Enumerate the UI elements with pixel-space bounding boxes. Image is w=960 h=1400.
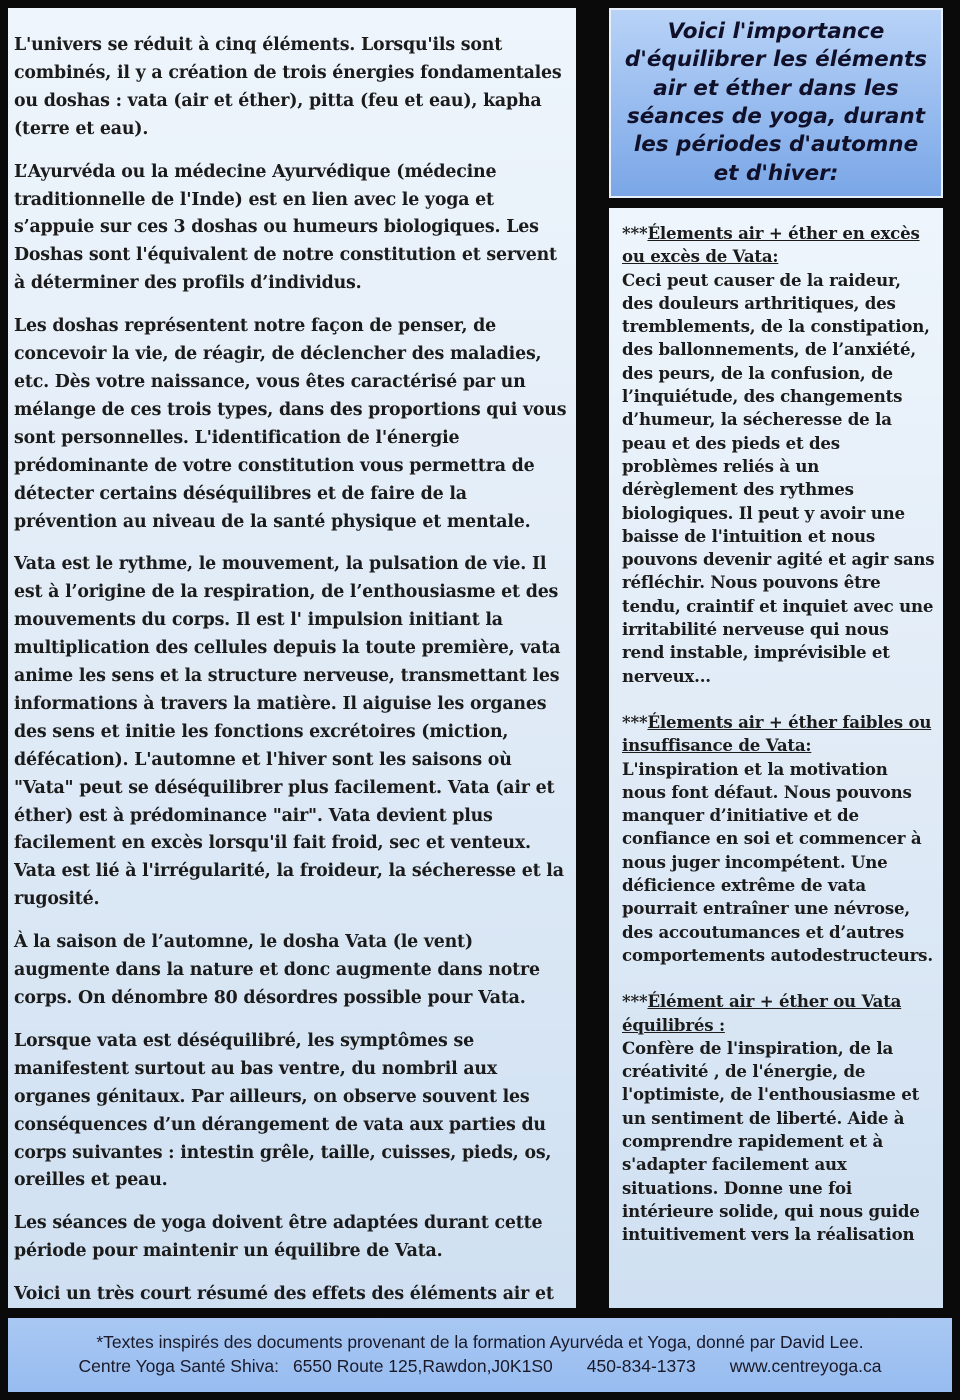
section-excess (622, 222, 935, 688)
paragraph-ayurveda: L’Ayurvéda ou la médecine Ayurvédique (médecine traditionnelle de l'Inde) est en lien avec le yoga et s’appuie sur ces 3 doshas ou humeurs biologiques. Les Doshas sont l'équivalent de notre constitution et servent à déterminer des profils d’individus. (14, 161, 557, 294)
section-body: Confère de l'inspiration, de la créativité , de l'énergie, de l'optimiste, de l'enthousiasme et un sentiment de liberté. Aide à comprendre rapidement et à s'adapter facilement aux situations. Donne une foi intérieure solide, qui nous guide intuitivement vers la réalisation (622, 1037, 920, 1245)
section-prefix: *** (622, 711, 648, 732)
footer-credit: *Textes inspirés des documents provenant de la formation Ayurvéda et Yoga, donné par David Lee. (96, 1332, 864, 1352)
section-title: Élément air + éther ou Vata équilibrés : (622, 991, 902, 1035)
section-body: Ceci peut causer de la raideur, des douleurs arthritiques, des tremblements, de la constipation, des ballonnements, de l’anxiété, des peurs, de la confusion, de l’inquiétude, des changements d’humeur, la sécheresse de la peau et des pieds et des problèmes reliés à un dérèglement des rythmes biologiques. Il peut y avoir une baisse de l'intuition et nous pouvons devenir agité et agir sans réfléchir. Nous pouvons être tendu, craintif et inquiet avec une irritabilité nerveuse qui nous rend instable, imprévisible et nerveux... (622, 269, 935, 686)
paragraph-doshas: Les doshas représentent notre façon de penser, de concevoir la vie, de réagir, de déclencher des maladies, etc. Dès votre naissance, vous êtes caractérisé par un mélange de ces trois types, dans des proportions qui vous sont personnelles. L'identification de l'énergie prédominante de votre constitution vous permettra de détecter certains déséquilibres et de faire de la prévention au niveau de la santé physique et mentale. (14, 316, 567, 532)
left-text-column (8, 8, 576, 1308)
paragraph-vata: Vata est le rythme, le mouvement, la pulsation de vie. Il est à l’origine de la respiration, de l’enthousiasme et des mouvements du corps. Il est l' impulsion initiant la multiplication des cellules depuis la toute première, vata anime les sens et la structure nerveuse, transmettant les informations à travers la matière. Il aiguise les organes des sens et initie les fonctions excrétoires (miction, défécation). L'automne et l'hiver sont les saisons où "Vata" peut se déséquilibrer plus facilement. Vata (air et éther) est à prédominance "air". Vata devient plus facilement en excès lorsqu'il fait froid, sec et venteux. Vata est lié à l'irrégularité, la froideur, la sécheresse et la rugosité. (14, 554, 564, 910)
footer-website-link[interactable]: www.centreyoga.ca (729, 1356, 882, 1376)
footer-contact (8, 1354, 952, 1378)
paragraph-summary: Voici un très court résumé des effets des éléments air et (14, 1284, 554, 1305)
header-title: Voici l'importance d'équilibrer les éléments air et éther dans les séances de yoga, durant les périodes d'automne et d'hiver: (624, 19, 928, 186)
header-box (609, 8, 943, 198)
paragraph-elements: L'univers se réduit à cinq éléments. Lorsqu'ils sont combinés, il y a création de trois énergies fondamentales ou doshas : vata (air et éther), pitta (feu et eau), kapha (terre et eau). (14, 35, 562, 139)
section-prefix: *** (622, 223, 648, 243)
right-text-column (609, 208, 943, 1308)
section-title: Élements air + éther faibles ou insuffisance de Vata: (622, 711, 932, 756)
section-deficiency (622, 711, 935, 967)
footer-address: 6550 Route 125,Rawdon,J0K1S0 (292, 1356, 553, 1376)
paragraph-symptoms: Lorsque vata est déséquilibré, les symptômes se manifestent surtout au bas ventre, du nombril aux organes génitaux. Par ailleurs, on observe souvent les conséquences d’un dérangement de vata aux parties du corps suivantes : intestin grêle, taille, cuisses, pieds, os, oreilles et peau. (14, 1030, 552, 1191)
paragraph-autumn: À la saison de l’automne, le dosha Vata (le vent) augmente dans la nature et donc augmente dans notre corps. On dénombre 80 désordres possible pour Vata. (14, 932, 540, 1008)
section-balanced (622, 990, 935, 1246)
footer (8, 1318, 952, 1392)
footer-phone: 450-834-1373 (586, 1356, 696, 1376)
section-body: L'inspiration et la motivation nous font défaut. Nous pouvons manquer d’initiative et de confiance en soi et commencer à nous juger incompétent. Une déficience extrême de vata pourrait entraîner une névrose, des accoutumances et d’autres comportements autodestructeurs. (622, 758, 933, 965)
footer-center-name: Centre Yoga Santé Shiva: (78, 1356, 279, 1376)
section-prefix: *** (622, 991, 648, 1012)
section-title: Élements air + éther en excès ou excès de Vata: (622, 223, 920, 267)
paragraph-yoga-sessions: Les séances de yoga doivent être adaptées durant cette période pour maintenir un équilibre de Vata. (14, 1213, 543, 1262)
